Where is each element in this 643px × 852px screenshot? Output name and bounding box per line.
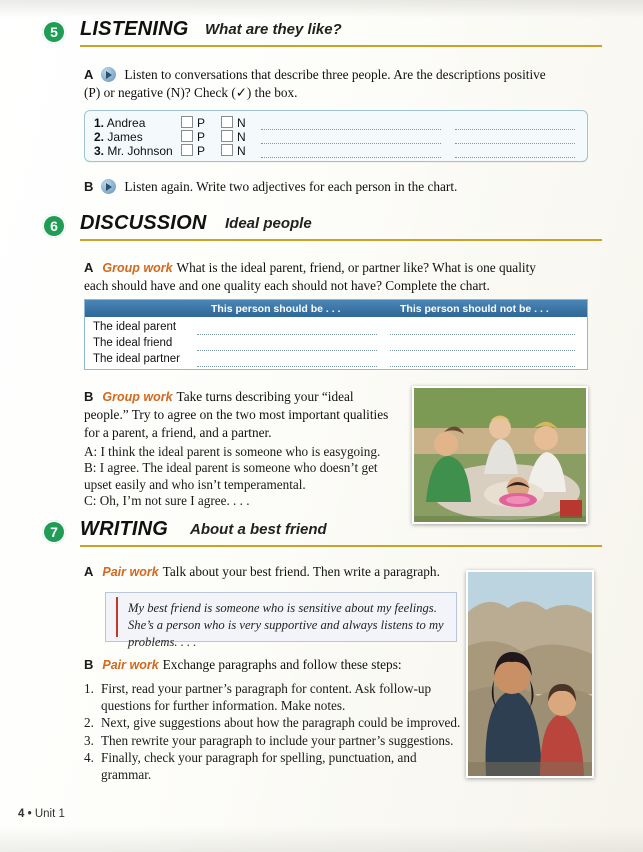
checkbox-label: N (237, 144, 246, 158)
write-in-line[interactable] (261, 128, 441, 130)
step-text: Finally, check your paragraph for spelling, punctuation, and grammar. (101, 750, 417, 782)
sample-paragraph-box (105, 592, 457, 649)
chart-row-label: The ideal friend (93, 337, 173, 349)
write-in-line[interactable] (197, 365, 377, 367)
two-women-photo-art (468, 572, 592, 776)
section-writing-header (42, 518, 602, 552)
exercise-letter: A (84, 564, 94, 579)
ideal-people-chart (84, 299, 588, 370)
section-writing (42, 518, 602, 552)
checkbox-label: N (237, 130, 246, 144)
step-number: 4. (84, 750, 94, 766)
exercise-instruction: Exchange paragraphs and follow these steps: (162, 657, 402, 672)
party-group-photo-art (414, 388, 586, 522)
exercise-letter: A (84, 67, 94, 82)
step-text: Then rewrite your paragraph to include your partner’s suggestions. (101, 732, 454, 748)
table-row (94, 144, 173, 160)
checkbox-label: P (197, 144, 206, 158)
section-listening-header (42, 18, 602, 52)
row-name: Andrea (106, 116, 146, 130)
step-number: 2. (84, 715, 94, 731)
checkbox-icon[interactable] (221, 144, 233, 156)
exercise-letter: A (84, 260, 94, 275)
list-item (84, 715, 462, 732)
write-in-line[interactable] (390, 365, 575, 367)
row-name: Mr. Johnson (107, 144, 173, 158)
dialogue-speaker: C: (84, 493, 97, 509)
section-subtitle: What are they like? (205, 21, 342, 38)
unit-label: Unit 1 (34, 808, 65, 820)
dialogue-text: I think the ideal parent is someone who is easygoing. (100, 444, 381, 459)
page-number: 4 (18, 808, 25, 820)
exercise-instruction: Take turns describing your “ideal people.” Try to agree on the two most important qualities for a parent, a friend, and a partner. (84, 389, 389, 440)
chart-row-label: The ideal parent (93, 321, 177, 333)
section-rule (80, 239, 602, 241)
exercise-letter: B (84, 389, 94, 404)
party-group-photo (412, 386, 588, 524)
step-number: 1. (84, 681, 94, 696)
margin-rule (116, 597, 118, 637)
write-in-line[interactable] (390, 349, 575, 351)
audio-icon[interactable] (101, 179, 116, 194)
chart-row-label: The ideal partner (93, 353, 180, 365)
row-checkbox-n[interactable] (221, 144, 246, 160)
exercise-letter: B (84, 657, 94, 672)
dialogue-line (84, 444, 394, 460)
checkbox-label: P (197, 130, 206, 144)
dialogue-line (84, 460, 394, 493)
section-number-badge: 7 (42, 520, 66, 544)
row-name: James (107, 130, 143, 144)
exercise-letter: B (84, 179, 94, 194)
write-in-line[interactable] (197, 333, 377, 335)
section-number-badge: 6 (42, 214, 66, 238)
step-text: First, read your partner’s paragraph for content. Ask follow-up questions for further information. Make notes. (101, 681, 432, 713)
write-in-line[interactable] (261, 142, 441, 144)
section-listening (42, 18, 602, 52)
listening-answer-box (84, 110, 588, 162)
footer-separator: • (27, 808, 32, 820)
exercise-instruction: Listen to conversations that describe three people. Are the descriptions positive (P) or negative (N)? Check (✓) the box. (84, 67, 546, 100)
section-subtitle: Ideal people (225, 215, 312, 232)
page-footer (18, 808, 65, 820)
write-in-line[interactable] (390, 333, 575, 335)
section-discussion-header (42, 212, 602, 246)
list-item (84, 681, 462, 714)
exercise-tag: Pair work (102, 565, 159, 579)
chart-column-header-1: This person should be . . . (211, 303, 341, 315)
exercise-5a (84, 66, 554, 102)
exercise-7a (84, 563, 484, 581)
dialogue-block (84, 444, 394, 510)
exercise-5b (84, 178, 554, 196)
row-number: 3. (94, 144, 105, 158)
dialogue-text: Oh, I’m not sure I agree. . . . (99, 493, 250, 509)
section-number-badge: 5 (42, 20, 66, 44)
chart-header (85, 300, 587, 317)
dialogue-text: I agree. The ideal parent is someone who doesn’t get upset easily and who isn’t temperamental. (84, 460, 378, 492)
section-title: DISCUSSION (80, 212, 207, 234)
exercise-tag: Group work (102, 390, 173, 404)
checkbox-icon[interactable] (221, 130, 233, 142)
checkbox-icon[interactable] (181, 144, 193, 156)
write-in-line[interactable] (261, 156, 441, 158)
checkbox-icon[interactable] (181, 116, 193, 128)
write-in-line[interactable] (455, 128, 575, 130)
dialogue-line (84, 493, 394, 509)
list-item (84, 750, 462, 783)
two-women-photo (466, 570, 594, 778)
step-number: 3. (84, 732, 94, 748)
section-subtitle: About a best friend (190, 521, 327, 538)
checkbox-label: P (197, 116, 206, 130)
list-item (84, 733, 462, 750)
chart-column-header-2: This person should not be . . . (400, 303, 549, 315)
audio-icon[interactable] (101, 67, 116, 82)
step-text: Next, give suggestions about how the paragraph could be improved. (101, 715, 461, 731)
exercise-tag: Group work (102, 261, 173, 275)
dialogue-speaker: B: (84, 460, 97, 476)
exercise-6b (84, 388, 394, 442)
exercise-tag: Pair work (102, 658, 159, 672)
section-rule (80, 45, 602, 47)
write-in-line[interactable] (455, 142, 575, 144)
write-in-line[interactable] (455, 156, 575, 158)
section-title: WRITING (80, 518, 169, 540)
exercise-instruction: What is the ideal parent, friend, or partner like? What is one quality each should have and one quality each should not have? Complete the chart. (84, 260, 536, 293)
section-title: LISTENING (80, 18, 189, 40)
write-in-line[interactable] (197, 349, 377, 351)
dialogue-speaker: A: (84, 444, 98, 459)
exercise-instruction: Listen again. Write two adjectives for each person in the chart. (124, 179, 458, 194)
writing-steps-list (84, 681, 462, 785)
exercise-7b (84, 656, 464, 674)
row-checkbox-p[interactable] (181, 144, 205, 160)
checkbox-icon[interactable] (221, 116, 233, 128)
checkbox-label: N (237, 116, 246, 130)
sample-paragraph-text: My best friend is someone who is sensitive about my feelings. She’s a person who is very supportive and always listens to my problems. . . . (128, 601, 444, 649)
exercise-instruction: Talk about your best friend. Then write a paragraph. (162, 564, 440, 579)
checkbox-icon[interactable] (181, 130, 193, 142)
row-number: 2. (94, 130, 105, 144)
row-number: 1. (94, 116, 105, 130)
exercise-6a (84, 259, 562, 295)
section-rule (80, 545, 602, 547)
section-discussion (42, 212, 602, 246)
